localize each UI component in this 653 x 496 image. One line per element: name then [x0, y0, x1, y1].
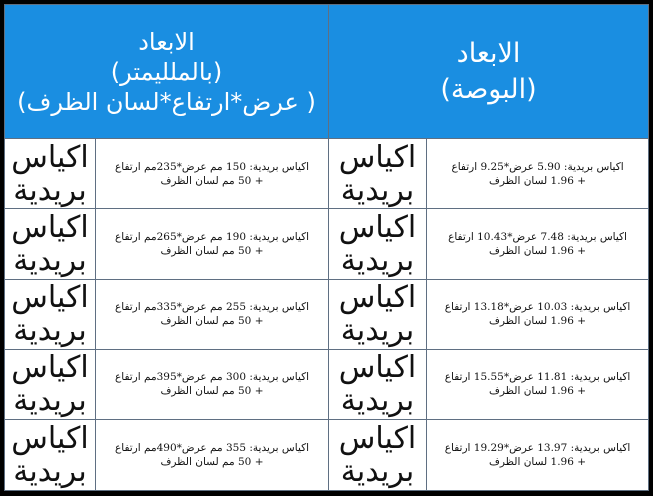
category-line: بريدية — [13, 242, 87, 278]
spec-line: + 50 مم لسان الظرف — [160, 385, 264, 398]
category-cell — [329, 139, 427, 209]
spec-line: + 1.96 لسان الظرف — [488, 385, 587, 398]
category-cell — [329, 279, 427, 349]
header-dimensions-inch — [329, 5, 649, 139]
spec-line: اكياس بريدية: 11.81 عرض*15.55 ارتفاع — [444, 371, 631, 384]
category-line: بريدية — [340, 453, 415, 489]
spec-line: + 50 مم لسان الظرف — [160, 315, 264, 328]
spec-line: + 1.96 لسان الظرف — [488, 244, 587, 257]
mm-spec-cell — [96, 209, 329, 279]
table-row — [5, 349, 649, 419]
size-table — [4, 4, 649, 491]
category-line: اكياس — [338, 350, 417, 386]
spec-line: + 1.96 لسان الظرف — [488, 315, 587, 328]
inch-spec-cell — [427, 209, 649, 279]
table-row — [5, 139, 649, 209]
spec-line: اكياس بريدية: 5.90 عرض*9.25 ارتفاع — [451, 160, 624, 173]
category-line: بريدية — [340, 313, 415, 349]
spec-line: اكياس بريدية: 10.03 عرض*13.18 ارتفاع — [444, 301, 631, 314]
category-line: بريدية — [13, 172, 87, 208]
category-line: اكياس — [11, 420, 89, 456]
spec-line: اكياس بريدية: 255 مم عرض*335مم ارتفاع — [114, 301, 310, 314]
header-dimensions-mm — [5, 5, 329, 139]
header-row — [5, 5, 649, 139]
category-line: اكياس — [11, 139, 89, 175]
category-line: اكياس — [338, 280, 417, 316]
spec-line: + 50 مم لسان الظرف — [160, 244, 264, 257]
category-line: اكياس — [338, 420, 417, 456]
spec-line: اكياس بريدية: 7.48 عرض*10.43 ارتفاع — [448, 230, 627, 243]
spec-line: اكياس بريدية: 190 مم عرض*265مم ارتفاع — [114, 230, 310, 243]
header-mm-line: (بالملليمتر) — [110, 57, 223, 86]
size-table-frame — [4, 4, 648, 491]
spec-line: + 50 مم لسان الظرف — [160, 174, 264, 187]
inch-spec-cell — [427, 419, 649, 490]
category-cell — [329, 349, 427, 419]
spec-line: + 1.96 لسان الظرف — [488, 174, 587, 187]
table-row — [5, 209, 649, 279]
header-inch-line: الابعاد — [456, 37, 521, 69]
category-line: اكياس — [11, 350, 89, 386]
category-line: بريدية — [13, 383, 87, 419]
category-line: بريدية — [13, 313, 87, 349]
spec-line: اكياس بريدية: 355 مم عرض*490مم ارتفاع — [114, 441, 310, 454]
category-line: بريدية — [340, 242, 415, 278]
inch-spec-cell — [427, 349, 649, 419]
category-cell — [5, 139, 96, 209]
header-inch-line: (البوصة) — [440, 73, 537, 105]
header-mm-line: ( عرض*ارتفاع*لسان الظرف) — [17, 87, 316, 116]
inch-spec-cell — [427, 279, 649, 349]
category-cell — [329, 209, 427, 279]
mm-spec-cell — [96, 139, 329, 209]
mm-spec-cell — [96, 419, 329, 490]
table-row — [5, 419, 649, 490]
spec-line: اكياس بريدية: 150 مم عرض*235مم ارتفاع — [114, 160, 310, 173]
table-row — [5, 279, 649, 349]
category-line: اكياس — [11, 209, 89, 245]
spec-line: + 50 مم لسان الظرف — [160, 455, 264, 468]
spec-line: اكياس بريدية: 300 مم عرض*395مم ارتفاع — [114, 371, 310, 384]
mm-spec-cell — [96, 279, 329, 349]
category-cell — [5, 279, 96, 349]
header-mm-line: الابعاد — [138, 27, 195, 56]
category-line: اكياس — [11, 280, 89, 316]
category-cell — [5, 209, 96, 279]
category-line: اكياس — [338, 139, 417, 175]
category-line: بريدية — [340, 383, 415, 419]
category-cell — [329, 419, 427, 490]
spec-line: اكياس بريدية: 13.97 عرض*19.29 ارتفاع — [444, 441, 631, 454]
mm-spec-cell — [96, 349, 329, 419]
spec-line: + 1.96 لسان الظرف — [488, 455, 587, 468]
category-cell — [5, 349, 96, 419]
inch-spec-cell — [427, 139, 649, 209]
category-line: بريدية — [13, 453, 87, 489]
category-line: بريدية — [340, 172, 415, 208]
category-line: اكياس — [338, 209, 417, 245]
category-cell — [5, 419, 96, 490]
